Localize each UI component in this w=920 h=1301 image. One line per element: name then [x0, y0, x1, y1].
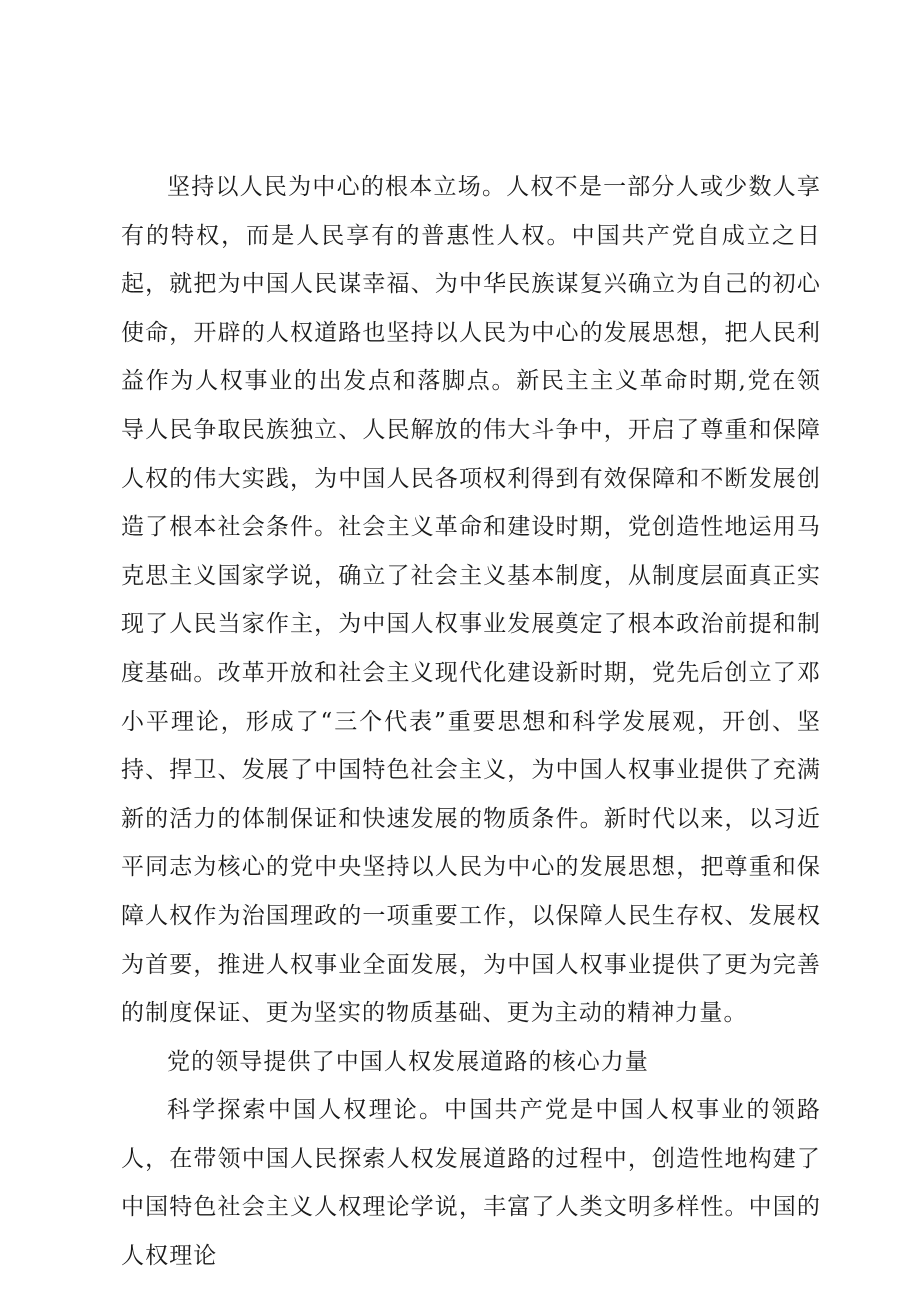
section-heading: 党的领导提供了中国人权发展道路的核心力量: [167, 1048, 649, 1075]
document-body: [121, 163, 821, 1281]
body-paragraph: 坚持以人民为中心的根本立场。人权不是一部分人或少数人享有的特权，而是人民享有的普惠性人权。中国共产党自成立之日起，就把为中国人民谋幸福、为中华民族谋复兴确立为自己的初心使命，开辟的人权道路也坚持以人民为中心的发展思想，把人民利益作为人权事业的出发点和落脚点。新民主主义革命时期,党在领导人民争取民族独立、人民解放的伟大斗争中，开启了尊重和保障人权的伟大实践，为中国人民各项权利得到有效保障和不断发展创造了根本社会条件。社会主义革命和建设时期，党创造性地运用马克思主义国家学说，确立了社会主义基本制度，从制度层面真正实现了人民当家作主，为中国人权事业发展奠定了根本政治前提和制度基础。改革开放和社会主义现代化建设新时期，党先后创立了邓小平理论，形成了“三个代表”重要思想和科学发展观，开创、坚持、捍卫、发展了中国特色社会主义，为中国人权事业提供了充满新的活力的体制保证和快速发展的物质条件。新时代以来，以习近平同志为核心的党中央坚持以人民为中心的发展思想，把尊重和保障人权作为治国理政的一项重要工作，以保障人民生存权、发展权为首要，推进人权事业全面发展，为中国人权事业提供了更为完善的制度保证、更为坚实的物质基础、更为主动的精神力量。: [121, 174, 821, 1027]
body-paragraph: 科学探索中国人权理论。中国共产党是中国人权事业的领路人，在带领中国人民探索人权发展道路的过程中，创造性地构建了中国特色社会主义人权理论学说，丰富了人类文明多样性。中国的人权理论: [121, 1097, 821, 1270]
